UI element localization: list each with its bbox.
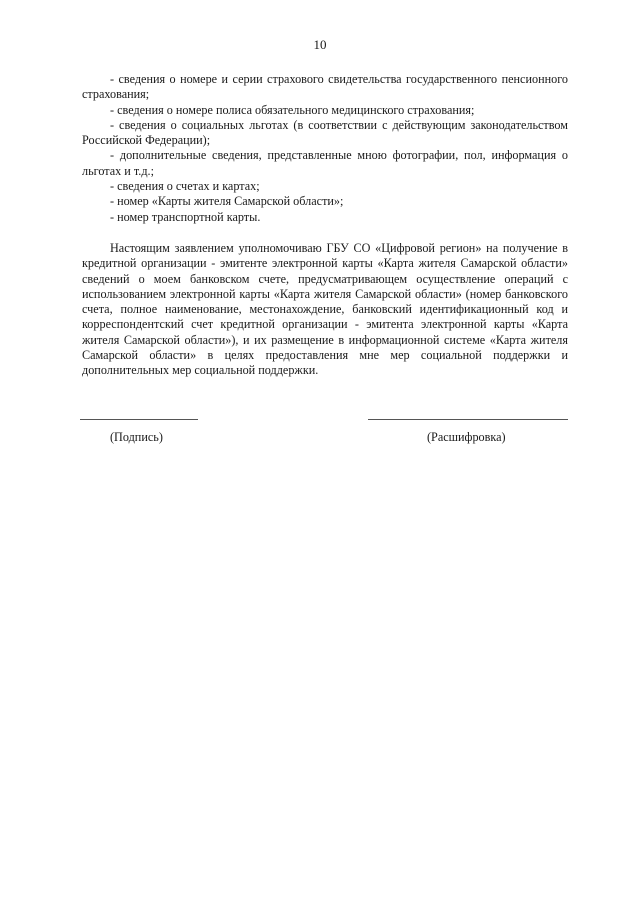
list-item: - номер «Карты жителя Самарской области»; — [110, 194, 344, 209]
list-item: - сведения о счетах и картах; — [110, 179, 260, 194]
signature-line — [80, 419, 198, 420]
list-item: - сведения о номере полиса обязательного медицинского страхования; — [110, 102, 475, 117]
list-item: - сведения о номере и серии страхового свидетельства государственного пенсионного страхования; — [82, 72, 568, 102]
page-number: 10 — [313, 37, 327, 52]
authorization-paragraph: Настоящим заявлением уполномочиваю ГБУ СО «Цифровой регион» на получение в кредитной организации - эмитенте электронной карты «Карта жителя Самарской области» сведений о моем банковском счете, предусматривающем осуществление операций с использованием электронной карты «Карта жителя Самарской области» (номер банковского счета, полное наименование, местонахождение, банковский идентификационный код и корреспондентский счет кредитной организации - эмитента электронной карты «Карта жителя Самарской области»), и их размещение в информационной системе «Карта жителя Самарской области» в целях предоставления мне мер социальной поддержки и дополнительных мер социальной поддержки. — [82, 240, 568, 378]
list-item: - дополнительные сведения, представленные мною фотографии, пол, информация о льготах и т.д.; — [82, 148, 568, 178]
signature-caption: (Подпись) — [110, 430, 163, 444]
list-item: - номер транспортной карты. — [110, 209, 261, 224]
signature-block — [0, 419, 640, 459]
document-body — [82, 72, 568, 379]
list-item: - сведения о социальных льготах (в соответствии с действующим законодательством Российской Федерации); — [82, 117, 568, 148]
transcript-caption: (Расшифровка) — [427, 430, 506, 444]
transcript-line — [368, 419, 568, 420]
